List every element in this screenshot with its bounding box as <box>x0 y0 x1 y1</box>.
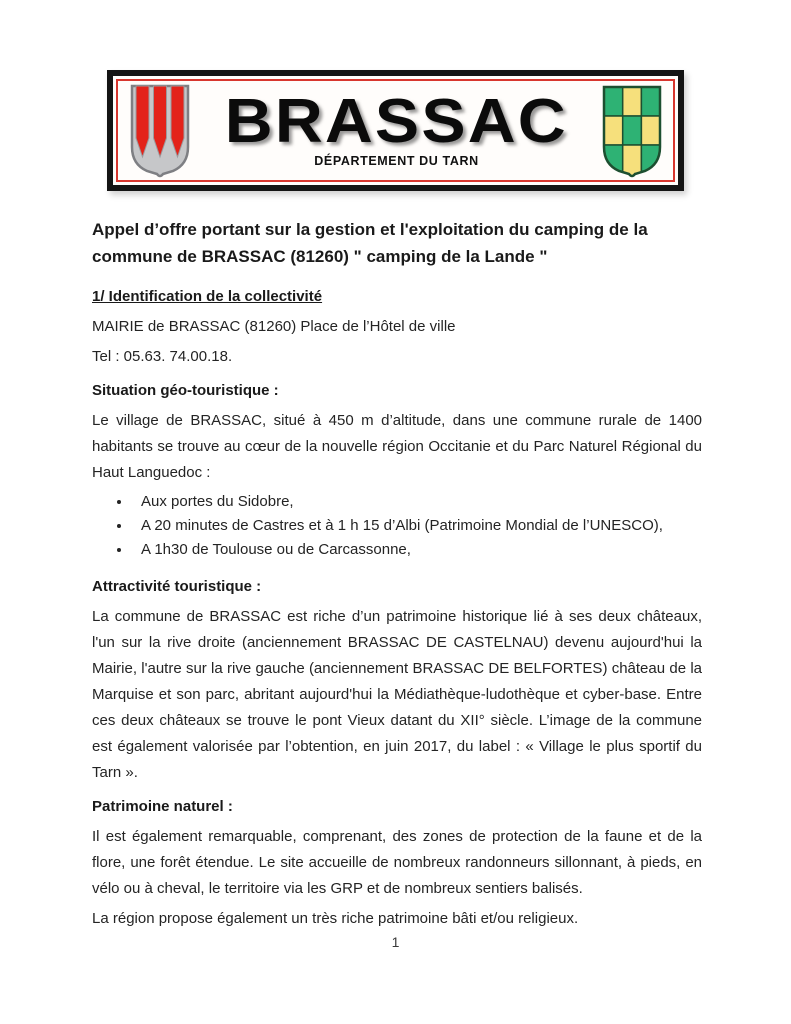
heading-attractivite-touristique: Attractivité touristique : <box>92 578 262 595</box>
department-subtitle: DÉPARTEMENT DU TARN <box>314 153 479 168</box>
heading-situation-geo-touristique: Situation géo-touristique : <box>92 382 279 399</box>
patrimoine-closing-line: La région propose également un très riche patrimoine bâti et/ou religieux. <box>92 910 579 927</box>
situation-bullet-list <box>92 490 702 562</box>
left-coat-of-arms-icon <box>128 83 192 179</box>
address-line: MAIRIE de BRASSAC (81260) Place de l’Hôtel de ville <box>92 318 456 335</box>
brassac-logo-banner <box>107 70 684 191</box>
brassac-wordmark: BRASSAC <box>224 87 569 157</box>
right-coat-of-arms-icon <box>601 84 663 178</box>
list-item <box>132 538 702 562</box>
bullet-text: A 1h30 de Toulouse ou de Carcassonne, <box>141 541 411 558</box>
document-content <box>92 216 702 932</box>
situation-intro-paragraph: Le village de BRASSAC, situé à 450 m d’altitude, dans une commune rurale de 1400 habitants se trouve au cœur de la nouvelle région Occitanie et du Parc Naturel Régional du Haut Languedoc : <box>92 412 702 481</box>
section-heading-identification: 1/ Identification de la collectivité <box>92 288 323 305</box>
bullet-text: Aux portes du Sidobre, <box>141 493 294 510</box>
bullet-text: A 20 minutes de Castres et à 1 h 15 d’Albi (Patrimoine Mondial de l’UNESCO), <box>141 517 663 534</box>
heading-patrimoine-naturel: Patrimoine naturel : <box>92 798 233 815</box>
list-item <box>132 514 702 538</box>
document-title: Appel d’offre portant sur la gestion et l'exploitation du camping de la commune de BRASSAC (81260) " camping de la Lande " <box>92 220 648 266</box>
phone-line: Tel : 05.63. 74.00.18. <box>92 348 233 365</box>
patrimoine-paragraph: Il est également remarquable, comprenant, des zones de protection de la faune et de la flore, une forêt étendue. Le site accueille de nombreux randonneurs sillonnant, à pieds, en vélo ou à cheval, le territoire via les GRP et de nombreux sentiers balisés. <box>92 828 702 897</box>
banner-red-frame <box>116 79 675 182</box>
banner-text-block <box>192 87 601 168</box>
attractivite-paragraph: La commune de BRASSAC est riche d’un patrimoine historique lié à ses deux châteaux, l'un sur la rive droite (anciennement BRASSAC DE CASTELNAU) devenu aujourd'hui la Mairie, l'autre sur la rive gauche (anciennement BRASSAC DE BELFORTES) château de la Marquise et son parc, abritant aujourd'hui la Médiathèque-ludothèque et cyber-base. Entre ces deux châteaux se trouve le pont Vieux datant du XII° siècle. L’image de la commune est également valorisée par l’obtention, en juin 2017, du label : « Village le plus sportif du Tarn ». <box>92 608 702 781</box>
list-item <box>132 490 702 514</box>
page-number: 1 <box>391 934 400 950</box>
